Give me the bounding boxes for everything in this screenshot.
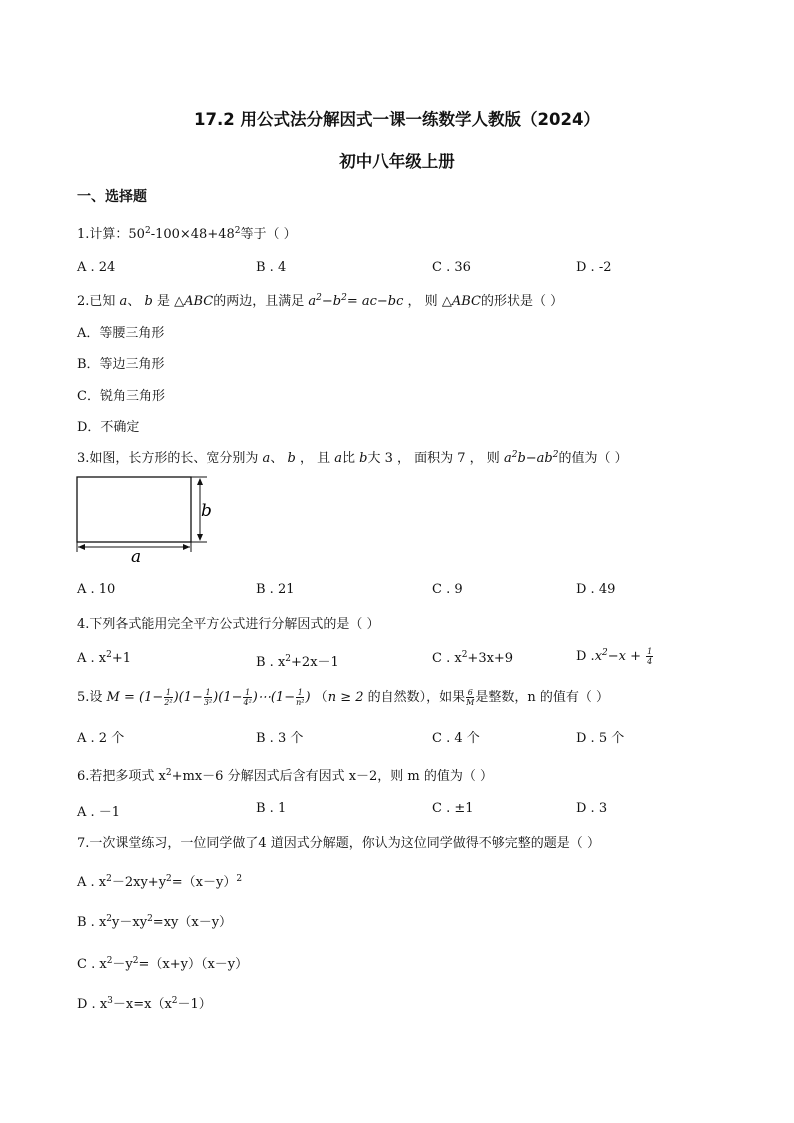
fraction-numerator: 1 (297, 688, 303, 697)
figure-label-a: a (131, 547, 142, 564)
q3-stem-e: 的值为（ ） (558, 451, 628, 466)
q5-product (107, 690, 311, 705)
q2-stem-d: ， 则 (407, 294, 438, 309)
q5-option-d[interactable]: D . 5 个 (576, 731, 625, 746)
question-1 (77, 223, 297, 242)
q3-expr-b: b−ab (517, 451, 553, 466)
q3-var-a2: a (334, 451, 342, 466)
q2-stem-e: 的形状是（ ） (480, 294, 564, 309)
q2-eq-a2: a (308, 294, 317, 309)
fraction-denominator: 4² (243, 698, 252, 707)
q2-stem-c: 的两边，且满足 (213, 294, 305, 309)
q3-expr-a: a (503, 451, 512, 466)
document-subtitle: 初中八年级上册 (339, 152, 455, 171)
fraction-numerator: 1 (245, 688, 251, 697)
q7-opt-a-2: －2xy+y (111, 875, 167, 890)
q6-stem-b: +mx－6 分解因式后含有因式 x－2，则 m 的值为（ ） (171, 769, 494, 784)
dim-a-arrow-right (183, 544, 190, 550)
question-5 (77, 686, 609, 707)
q3-var-a: a (262, 451, 271, 466)
q4-opt-d-fraction (646, 647, 653, 666)
rectangle-figure (70, 472, 220, 564)
q4-opt-d-label: D . (576, 649, 595, 664)
fraction-numerator: 1 (205, 688, 211, 697)
q2-option-c[interactable]: C．锐角三角形 (77, 389, 165, 404)
q1-sup1: 2 (144, 226, 151, 236)
q1-stem-a: 1.计算：50 (77, 227, 145, 242)
q5-option-c[interactable]: C . 4 个 (432, 731, 480, 746)
fraction-denominator: 3² (203, 698, 213, 707)
q3-stem-d: 大 3 ， 面积为 7 ， 则 (367, 451, 500, 466)
q7-opt-b-1: B . x (77, 915, 107, 930)
q1-sup2: 2 (234, 226, 241, 236)
fraction-denominator: n² (296, 698, 305, 707)
q3-stem-c: 比 (341, 451, 355, 466)
fraction-numerator: 1 (165, 688, 171, 697)
q7-opt-c-sup2: 2 (132, 956, 139, 966)
q3-var-b2: b (359, 451, 368, 466)
q2-eq-b: −b (321, 294, 342, 309)
fraction-denominator: 4 (647, 657, 653, 666)
fraction-numerator: 1 (647, 647, 653, 656)
q5-condition: n ≥ 2 (327, 690, 364, 705)
q2-eq-rest: = ac−bc (346, 294, 404, 309)
q4-option-d[interactable] (576, 647, 654, 666)
q1-stem-b: -100×48+48 (150, 227, 235, 242)
q3-stem-a: 3.如图，长方形的长、宽分别为 (77, 451, 259, 466)
q3-expression (504, 451, 559, 466)
q7-opt-a-sup3: 2 (236, 874, 243, 884)
question-6 (77, 765, 493, 784)
q7-opt-c-1: C . x (77, 957, 107, 972)
q4-opt-d-x: x (594, 649, 603, 664)
question-2 (77, 290, 563, 309)
q5-stem-c: 的自然数），如果 (367, 690, 466, 705)
q6-option-b[interactable]: B . 1 (256, 801, 287, 816)
q5-paren-2: )(1− (173, 690, 203, 705)
q5-fraction-2 (204, 688, 212, 707)
section-heading: 一、选择题 (77, 189, 147, 205)
q4-option-a[interactable] (77, 651, 131, 666)
q4-opt-b-sup: 2 (285, 654, 292, 664)
q3-option-a[interactable]: A . 10 (77, 582, 116, 597)
q3-option-d[interactable]: D . 49 (576, 582, 616, 597)
q7-opt-c-2: －y (112, 957, 133, 972)
q2-var-b: b (144, 294, 153, 309)
q2-stem-a: 2.已知 (77, 294, 116, 309)
q7-option-a[interactable] (77, 871, 242, 890)
dim-b-arrow-up (197, 478, 203, 485)
q6-option-d[interactable]: D . 3 (576, 801, 608, 816)
q2-triangle-1: △ABC (174, 294, 214, 309)
q2-var-a: a (119, 294, 128, 309)
q3-expr-sup2: 2 (552, 450, 559, 460)
q2-sep: 、 (127, 294, 141, 309)
dim-a-arrow-left (78, 544, 85, 550)
q2-equation (308, 294, 403, 309)
q5-paren-5: ) (305, 690, 311, 705)
q7-option-d[interactable] (77, 993, 212, 1012)
q1-option-a[interactable]: A . 24 (77, 260, 116, 275)
q6-option-a[interactable]: A . －1 (77, 805, 121, 820)
q1-option-d[interactable]: D . -2 (576, 260, 612, 275)
q7-opt-b-3: =xy（x－y） (152, 915, 233, 930)
q1-option-b[interactable]: B . 4 (256, 260, 287, 275)
q7-opt-d-sup1: 3 (107, 996, 113, 1006)
q6-stem-a: 6.若把多项式 x (77, 769, 166, 784)
q4-opt-b-rest: +2x－1 (291, 655, 339, 670)
q5-stem-b: （ (314, 690, 328, 705)
q7-opt-b-sup1: 2 (106, 914, 113, 924)
q7-opt-a-sup1: 2 (106, 874, 112, 884)
q7-opt-a-sup2: 2 (166, 874, 172, 884)
q7-opt-a-3: =（x－y） (171, 875, 237, 890)
q3-expr-sup1: 2 (511, 450, 518, 460)
q7-option-c[interactable] (77, 953, 248, 972)
document-title: 17.2 用公式法分解因式一课一练数学人教版（2024） (194, 110, 600, 129)
q5-stem-d: 是整数，n 的值有（ ） (475, 690, 609, 705)
q6-sup: 2 (165, 768, 172, 778)
q2-eq-sup1: 2 (316, 293, 322, 303)
q4-opt-d-rest: −x + (607, 649, 642, 664)
q4-option-b[interactable] (256, 651, 339, 670)
q2-eq-sup2: 2 (341, 293, 347, 303)
q2-option-b[interactable]: B．等边三角形 (77, 357, 165, 372)
figure-label-b: b (201, 501, 212, 521)
q5-option-a[interactable]: A . 2 个 (77, 731, 125, 746)
q3-sep: 、 (270, 451, 284, 466)
q7-opt-b-sup2: 2 (147, 914, 153, 924)
q1-option-c[interactable]: C . 36 (432, 260, 471, 275)
q1-stem-c: 等于（ ） (240, 227, 297, 242)
q7-opt-d-3: －1） (177, 997, 212, 1012)
q5-m-eq: M = (1− (106, 690, 164, 705)
q5-fraction-1 (164, 688, 172, 707)
q5-fraction-6-over-m (466, 688, 474, 707)
q5-fraction-4 (296, 688, 304, 707)
q5-paren-4: )⋯(1− (252, 690, 296, 705)
fraction-denominator: M (466, 698, 475, 707)
q4-opt-b-base: B . x (256, 655, 286, 670)
q4-opt-c-rest: +3x+9 (467, 651, 514, 666)
q3-option-c[interactable]: C . 9 (432, 582, 463, 597)
q5-option-b[interactable]: B . 3 个 (256, 731, 304, 746)
q6-option-c[interactable]: C . ±1 (432, 801, 474, 816)
q7-opt-d-sup2: 2 (171, 996, 178, 1006)
q4-opt-c-sup: 2 (461, 650, 468, 660)
fraction-numerator: 6 (467, 688, 473, 697)
q2-triangle-2: △ABC (441, 294, 481, 309)
q5-fraction-3 (243, 688, 251, 707)
q4-opt-a-base: A . x (77, 651, 107, 666)
dim-b-arrow-down (197, 534, 203, 541)
q7-opt-d-2: －x=x（x (112, 997, 172, 1012)
q4-opt-a-sup: 2 (106, 650, 112, 660)
q7-opt-d-1: D . x (77, 997, 108, 1012)
q4-opt-d-sup: 2 (602, 648, 608, 658)
q7-opt-c-3: =（x+y）（x－y） (138, 957, 249, 972)
rectangle-shape (77, 477, 191, 542)
q3-stem-b: ， 且 (299, 451, 331, 466)
q2-option-d[interactable]: D．不确定 (77, 420, 140, 435)
q4-opt-c-base: C . x (432, 651, 462, 666)
q5-paren-3: )(1− (213, 690, 243, 705)
q7-option-b[interactable] (77, 911, 232, 930)
q3-option-b[interactable]: B . 21 (256, 582, 295, 597)
q5-stem-a: 5.设 (77, 690, 103, 705)
q3-var-b: b (287, 451, 296, 466)
question-3 (77, 447, 628, 466)
q7-opt-a-1: A . x (77, 875, 107, 890)
q7-opt-c-sup1: 2 (106, 956, 113, 966)
question-4: 4.下列各式能用完全平方公式进行分解因式的是（ ） (77, 617, 380, 632)
q4-opt-a-rest: +1 (111, 651, 132, 666)
fraction-denominator: 2² (164, 698, 173, 707)
q2-option-a[interactable]: A．等腰三角形 (77, 326, 165, 341)
q7-opt-b-2: y－xy (112, 915, 148, 930)
q2-stem-b: 是 (156, 294, 170, 309)
question-7: 7.一次课堂练习，一位同学做了4 道因式分解题，你认为这位同学做得不够完整的题是（ ） (77, 836, 600, 851)
q4-option-c[interactable] (432, 651, 513, 666)
